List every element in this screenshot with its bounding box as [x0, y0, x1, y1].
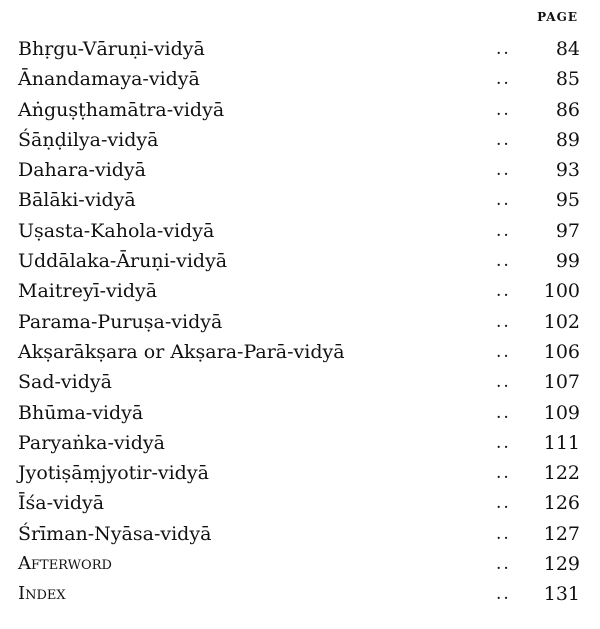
toc-entry-leader: .. — [496, 69, 511, 90]
toc-entry-page-number: 111 — [543, 431, 580, 454]
toc-entry — [18, 34, 580, 64]
toc-entry-title: Paryaṅka-vidyā — [18, 431, 165, 454]
toc-entry-page-number: 89 — [555, 128, 580, 151]
toc-entry-leader: .. — [496, 39, 511, 59]
toc-entry — [18, 95, 580, 125]
toc-entry — [18, 125, 580, 155]
toc-entry — [18, 398, 580, 428]
toc-entry-leader: .. — [496, 463, 511, 484]
toc-entry — [18, 246, 580, 276]
toc-entry-page-number: 85 — [555, 68, 580, 91]
toc-entry — [18, 428, 580, 458]
toc-entry-leader: .. — [496, 584, 511, 605]
toc-entry-title: Akṣarākṣara or Akṣara-Parā-vidyā — [18, 340, 345, 363]
toc-entry-page-number: 100 — [543, 280, 580, 303]
toc-entry-leader: .. — [496, 99, 511, 120]
toc-entry — [18, 549, 580, 579]
toc-entry — [18, 155, 580, 185]
toc-entry-title: Ānandamaya-vidyā — [18, 68, 200, 91]
toc-entry-leader: .. — [496, 220, 511, 241]
toc-entry — [18, 216, 580, 246]
toc-entry-page-number: 106 — [543, 340, 580, 363]
toc-entry-page-number: 127 — [543, 522, 580, 545]
toc-entry-leader: .. — [496, 554, 511, 575]
toc-entry-leader: .. — [496, 493, 511, 514]
toc-entry-title: Śāṇḍilya-vidyā — [18, 128, 159, 151]
toc-entry-title: Śrīman-Nyāsa-vidyā — [18, 522, 212, 545]
toc-entry-title: Maitreyī-vidyā — [18, 280, 158, 303]
toc-entry — [18, 307, 580, 337]
toc-entry-leader: .. — [496, 311, 511, 332]
toc-entry-title: Afterword — [18, 553, 112, 575]
toc-entry — [18, 458, 580, 488]
toc-entry — [18, 579, 580, 609]
toc-entry-title: Bālāki-vidyā — [18, 189, 136, 212]
toc-entry — [18, 367, 580, 397]
toc-entry-page-number: 93 — [555, 159, 580, 182]
toc-entry — [18, 276, 580, 306]
toc-entry-title: Bhṛgu-Vāruṇi-vidyā — [18, 38, 205, 60]
toc-entry-leader: .. — [496, 251, 511, 272]
toc-entry — [18, 519, 580, 549]
toc-entry-page-number: 129 — [543, 553, 580, 576]
toc-entry-leader: .. — [496, 190, 511, 211]
toc-entry — [18, 488, 580, 518]
toc-entry-page-number: 126 — [543, 492, 580, 515]
toc-entry-page-number: 99 — [555, 250, 580, 273]
table-of-contents — [18, 34, 580, 610]
toc-entry — [18, 337, 580, 367]
toc-entry-title: Jyotiṣāṃjyotir-vidyā — [18, 462, 209, 485]
toc-entry-title: Uṣasta-Kahola-vidyā — [18, 219, 215, 242]
toc-entry-title: Īśa-vidyā — [18, 492, 105, 515]
toc-entry-page-number: 84 — [555, 38, 580, 60]
toc-entry-page-number: 131 — [543, 583, 580, 606]
toc-entry-leader: .. — [496, 341, 511, 362]
toc-entry-title: Dahara-vidyā — [18, 159, 146, 182]
toc-entry-title: Sad-vidyā — [18, 371, 112, 394]
toc-entry-title: Uddālaka-Āruṇi-vidyā — [18, 250, 228, 273]
toc-entry-leader: .. — [496, 281, 511, 302]
toc-entry-leader: .. — [496, 432, 511, 453]
toc-entry-page-number: 122 — [543, 462, 580, 485]
toc-entry-leader: .. — [496, 523, 511, 544]
toc-entry — [18, 64, 580, 94]
toc-entry-leader: .. — [496, 372, 511, 393]
toc-entry-title: Bhūma-vidyā — [18, 401, 144, 424]
toc-entry-page-number: 107 — [543, 371, 580, 394]
toc-entry-page-number: 97 — [555, 219, 580, 242]
toc-entry-page-number: 95 — [555, 189, 580, 212]
toc-entry-title: Parama-Puruṣa-vidyā — [18, 310, 223, 333]
toc-entry-leader: .. — [496, 129, 511, 150]
toc-entry-title: Aṅguṣṭhamātra-vidyā — [18, 98, 225, 121]
toc-entry — [18, 185, 580, 215]
toc-entry-title: Index — [18, 583, 66, 605]
toc-entry-leader: .. — [496, 160, 511, 181]
toc-entry-page-number: 86 — [555, 98, 580, 121]
page-column-header: PAGE — [537, 10, 578, 24]
toc-entry-page-number: 102 — [543, 310, 580, 333]
toc-entry-page-number: 109 — [543, 401, 580, 424]
toc-entry-leader: .. — [496, 402, 511, 423]
